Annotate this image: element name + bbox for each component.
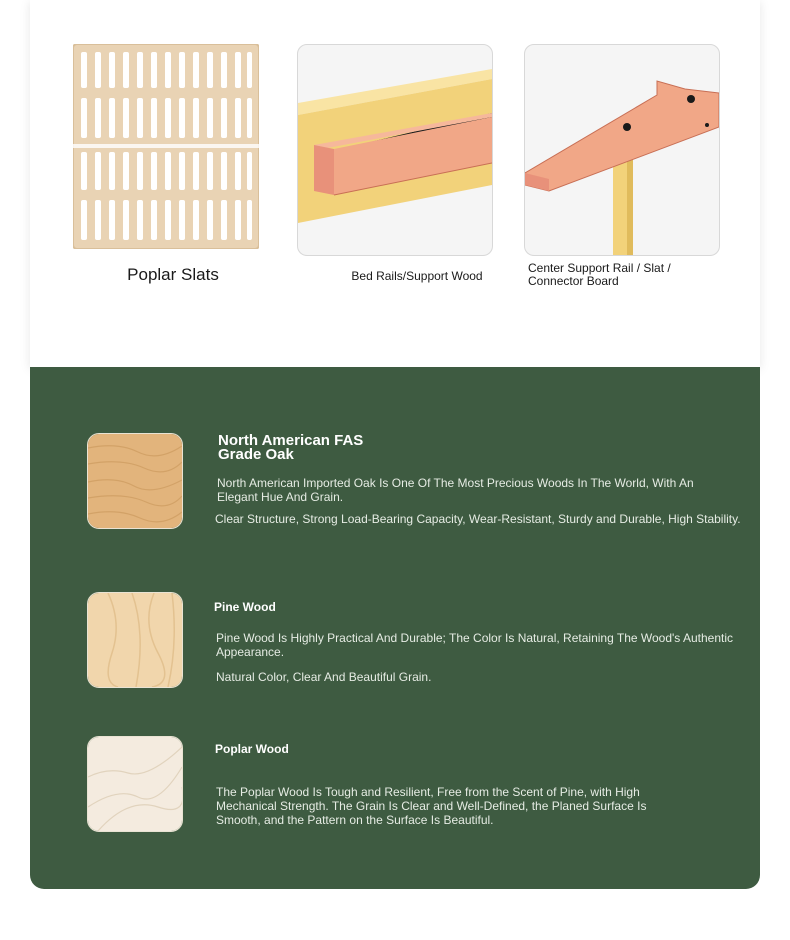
poplar-swatch-image (87, 736, 183, 832)
poplar-slats-image (73, 44, 259, 249)
bed-rail-label: Bed Rails/Support Wood (351, 269, 483, 283)
poplar-slats-label: Poplar Slats (127, 265, 219, 284)
pine-desc-2: Natural Color, Clear And Beautiful Grain. (216, 670, 432, 684)
pine-desc-1: Pine Wood Is Highly Practical And Durable; The Color Is Natural, Retaining The Wood's Authentic Appearance. (216, 631, 734, 659)
poplar-title: Poplar Wood (215, 742, 289, 756)
center-support-label: Center Support Rail / Slat / Connector Board (528, 261, 671, 288)
oak-desc-1: North American Imported Oak Is One Of The Most Precious Woods In The World, With An Elegant Hue And Grain. (217, 476, 694, 504)
oak-title: North American FAS Grade Oak (218, 432, 364, 463)
pine-swatch-image (87, 592, 183, 688)
oak-desc-2: Clear Structure, Strong Load-Bearing Capacity, Wear-Resistant, Sturdy and Durable, High Stability. (215, 512, 741, 526)
oak-swatch-image (87, 433, 183, 529)
poplar-desc-1: The Poplar Wood Is Tough and Resilient, Free from the Scent of Pine, with High Mechanical Strength. The Grain Is Clear and Well-Defined, the Planed Surface Is Smooth, and the Pattern on the Surface Is Beautiful. (216, 785, 647, 827)
pine-title: Pine Wood (214, 600, 276, 614)
bed-rail-image (297, 44, 493, 256)
center-support-image (524, 44, 720, 256)
